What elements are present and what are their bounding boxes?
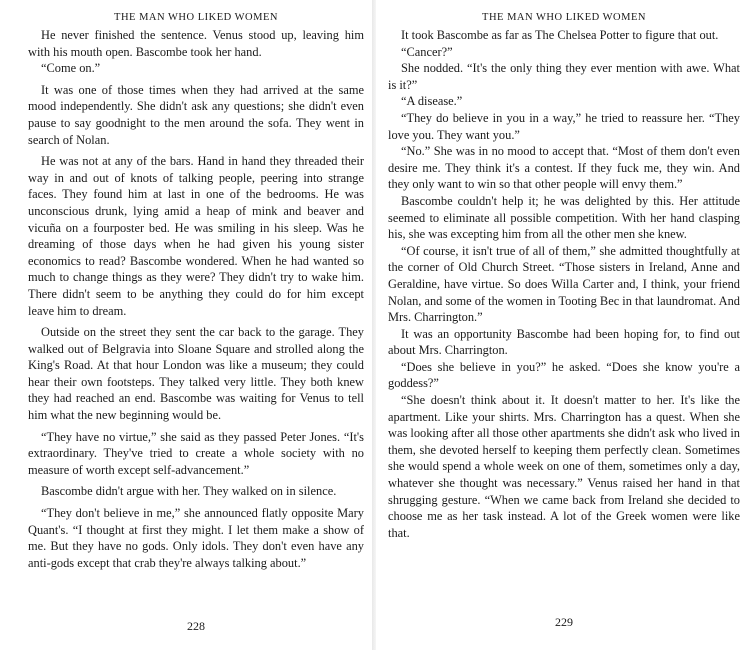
right-page [376,0,750,650]
paragraph: “Of course, it isn't true of all of them,” she admitted thoughtfully at the corner of Old Church Street. “Those sisters in Ireland, Anne and Geraldine, have virtue. So does Willa Carter and, I think, your friend Nolan, and some of the women in Tooting Bec in that laundromat. And Mrs. Charrington.” [388,243,740,325]
paragraph: He was not at any of the bars. Hand in hand they threaded their way in and out of knots of talking people, peering into strange faces. They found him at last in one of the bedrooms. He was unconscious drunk, lying amid a heap of mink and beaver and vicuña on a fourposter bed. He was smiling in his sleep. Was he dreaming of those days when he had given his young sister economics to read? Bascombe wondered. When he had wanted so much to change things as they were? They didn't try to wake him. There didn't seem to be anything they could do for him except leave him to dream. [28,154,364,318]
paragraph: It took Bascombe as far as The Chelsea Potter to figure that out. [401,28,719,42]
paragraph: Bascombe couldn't help it; he was delighted by this. Her attitude seemed to eliminate all possible competition. With her hand clasping his, she was excepting him from all the other men she knew. [388,193,740,242]
paragraph: He never finished the sentence. Venus stood up, leaving him with his mouth open. Bascombe took her hand. [28,28,364,59]
page-number: 228 [187,619,205,633]
paragraph: “They have no virtue,” she said as they passed Peter Jones. “It's extraordinary. They've tried to create a whole society with no measure of worth except self-advancement.” [28,429,364,477]
paragraph: “No.” She was in no mood to accept that. “Most of them don't even desire me. They think it's a contest. If they fuck me, they win. And they only want to win so that other people will envy them.” [388,144,740,192]
paragraph: “Come on.” [41,61,101,76]
paragraph: It was one of those times when they had arrived at the same mood independently. She didn't ask any questions; she didn't even pause to say goodnight to the men around the sofa. They went in search of Nolan. [28,82,364,147]
paragraph: It was an opportunity Bascombe had been hoping for, to find out about Mrs. Charrington. [388,326,740,358]
running-head: THE MAN WHO LIKED WOMEN [114,12,278,23]
paragraph: “They do believe in you in a way,” he tried to reassure her. “They love you. They want you.” [388,110,740,142]
paragraph: “A disease.” [401,94,463,109]
paragraph: She nodded. “It's the only thing they ever mention with awe. What is it?” [388,61,740,92]
paragraph: Outside on the street they sent the car back to the garage. They walked out of Belgravia into Sloane Square and strolled along the King's Road. At that hour London was like a museum; they could hear their own footsteps. They talked very little. They both knew they had reached an end. Bascombe was waiting for Venus to tell him what the new beginning would be. [28,325,364,423]
left-page [0,0,372,650]
page-number: 229 [555,615,573,629]
paragraph: “Cancer?” [401,44,453,59]
paragraph: “Does she believe in you?” he asked. “Does she know you're a goddess?” [388,359,740,391]
paragraph: “They don't believe in me,” she announced flatly opposite Mary Quant's. “I thought at first they might. I let them make a show of me. But they have no gods. Only idols. They don't even have any anti-gods except that crab they're always talking about.” [28,506,364,570]
paragraph: “She doesn't think about it. It doesn't matter to her. It's like the apartment. Like your shirts. Mrs. Charrington has a quest. When she was looking after all those other apartments she didn't ask who lived in them, she devoted herself to keeping them perfectly clean. Sometimes she would spend a whole week on one of them, sometimes only a day, whatever she thought was necessary.” Venus raised her hand in that shrugging gesture. “When we came back from Ireland she decided to choose me as her task instead. A lot of the Greek women were like that. [388,393,740,540]
paragraph: Bascombe didn't argue with her. They walked on in silence. [41,484,337,499]
running-head: THE MAN WHO LIKED WOMEN [482,12,646,23]
